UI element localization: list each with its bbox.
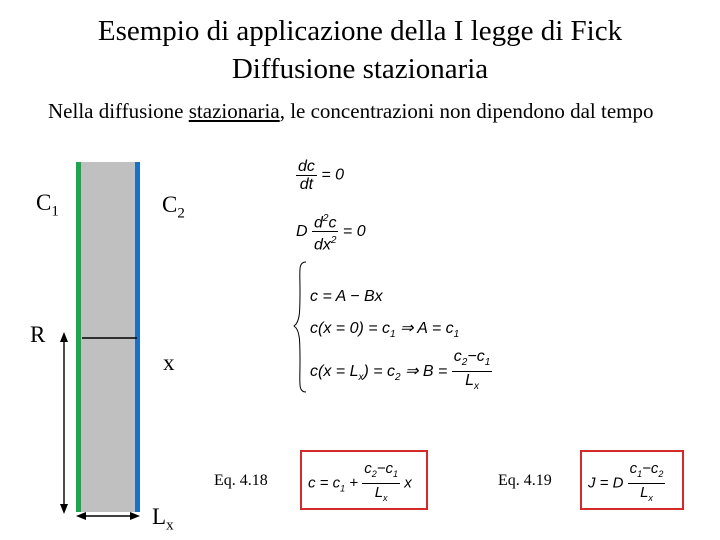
slide-title: Esempio di applicazione della I legge di Fick	[97, 15, 623, 47]
eq-4-18-label: Eq. 4.18	[214, 472, 268, 489]
eq-4-18-formula: $c = c_1$ + $\frac{c_2-c_1}{L_x}$ x	[308, 460, 412, 503]
c1-label: $C_1$	[36, 190, 59, 220]
eq-4-19-box	[580, 450, 684, 510]
r-arrow-head-top	[60, 332, 68, 342]
system-line-1: c = A − Bx	[310, 288, 383, 305]
intro-after: , le concentrazioni non dipendono dal tempo	[279, 99, 654, 123]
equation-second-derivative: D $\frac{d^2c}{dx^2}$ = 0	[296, 210, 366, 254]
equation-dc-dt: $\frac{dc}{dt}$ = 0	[298, 158, 345, 193]
r-arrow-head-bottom	[60, 504, 68, 514]
membrane-left-edge	[76, 162, 81, 512]
system-line-2: $c(x = 0) = c_1$ ⇒ $A = c_1$	[310, 320, 460, 341]
system-line-3: $c(x = L_x) = c_2$ ⇒ B = $\frac{c_2-c_1}{L_x}$	[310, 348, 491, 393]
eq-4-19-formula: J = D $\frac{c_1-c_2}{L_x}$	[588, 460, 664, 503]
eq-4-19-label: Eq. 4.19	[498, 472, 552, 489]
eq-4-18-box	[300, 450, 428, 510]
lx-label: $L_x$	[152, 504, 174, 534]
intro-before: Nella diffusione	[48, 99, 189, 123]
lx-arrow-head-right	[130, 512, 140, 520]
membrane-right-edge	[135, 162, 140, 512]
intro-underlined: stazionaria	[188, 99, 280, 123]
c2-label: $C_2$	[162, 192, 185, 222]
lx-arrow-head-left	[76, 512, 86, 520]
system-brace	[294, 262, 306, 392]
r-label: R	[30, 322, 46, 347]
membrane-slab	[78, 162, 138, 512]
slide-subtitle: Diffusione stazionaria	[231, 53, 489, 85]
x-label: x	[163, 350, 175, 375]
